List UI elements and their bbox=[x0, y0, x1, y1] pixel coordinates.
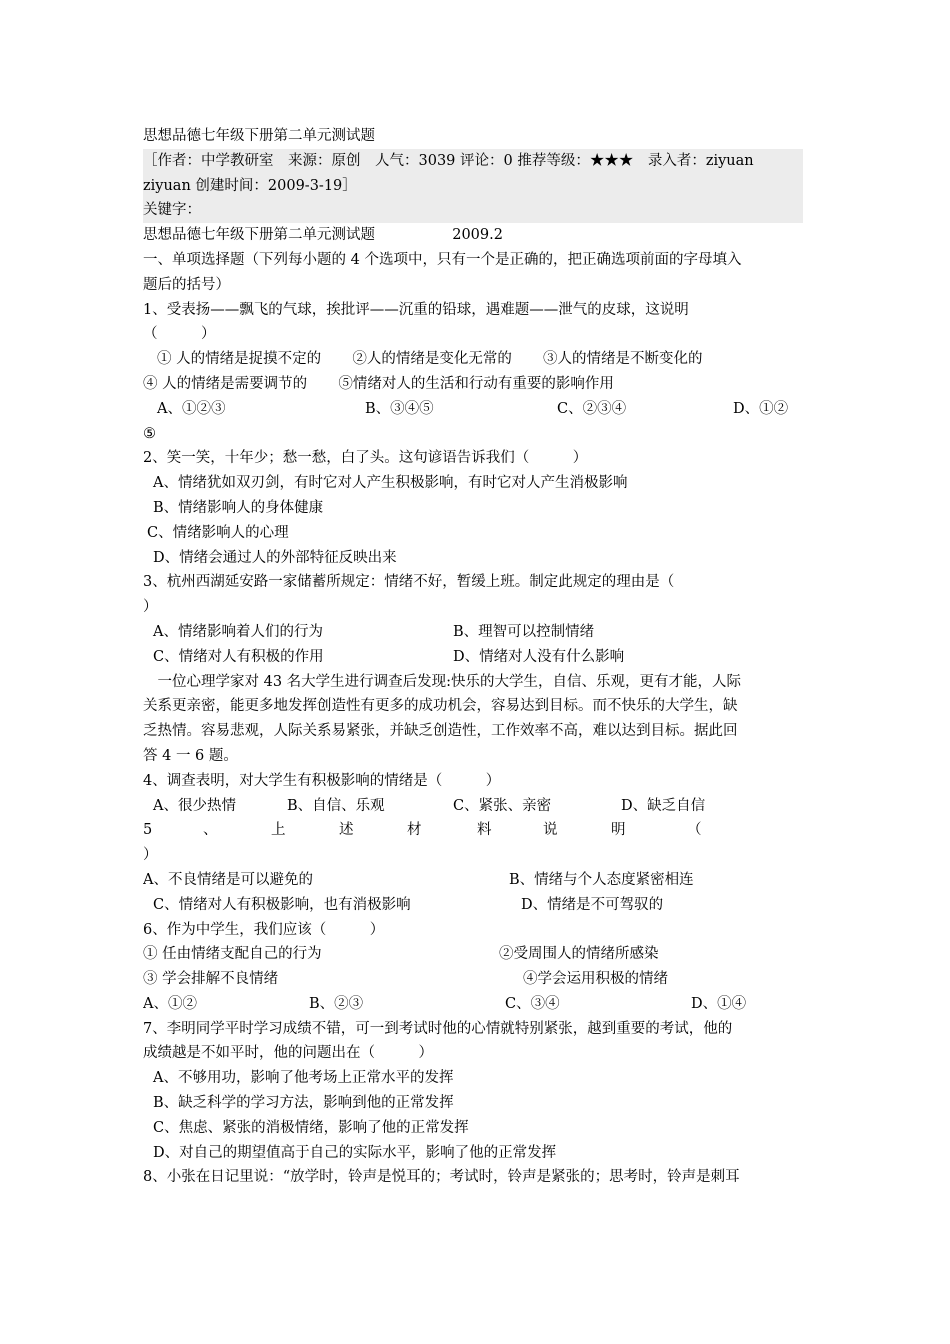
q2-option-a: A、情绪犹如双刃剑，有时它对人产生积极影响，有时它对人产生消极影响 bbox=[153, 475, 628, 492]
material-line-2: 关系更亲密，能更多地发挥创造性有更多的成功机会，容易达到目标。而不快乐的大学生，缺 bbox=[143, 698, 738, 715]
q5-stem-part: 5 bbox=[143, 822, 153, 839]
q5-stem-part: 料 bbox=[477, 822, 492, 839]
q2-option-c: C、情绪影响人的心理 bbox=[147, 524, 289, 541]
doc-date: 2009.2 bbox=[452, 227, 503, 244]
q5-stem-part: 、 bbox=[203, 822, 218, 839]
material-line-4: 答 4 一 6 题。 bbox=[143, 747, 238, 764]
section-1-heading: 一、单项选择题（下列每小题的 4 个选项中，只有一个是正确的，把正确选项前面的字母填入 bbox=[143, 251, 742, 268]
q5-stem-part: 明 bbox=[611, 822, 626, 839]
q5-option-d: D、情绪是不可驾驭的 bbox=[521, 896, 664, 913]
section-1-heading-cont: 题后的括号） bbox=[143, 276, 230, 293]
q5-options-row2 bbox=[143, 893, 803, 918]
q6-option-b: B、②③ bbox=[309, 995, 364, 1012]
q6-statements-row1 bbox=[143, 942, 803, 967]
q3-options-row1 bbox=[143, 620, 803, 645]
q3-options-row2 bbox=[143, 645, 803, 670]
q2-stem: 2、笑一笑，十年少；愁一愁，白了头。这句谚语告诉我们（ ） bbox=[143, 450, 588, 467]
q5-stem bbox=[143, 818, 803, 843]
q5-stem-cont: ） bbox=[143, 847, 158, 864]
q6-stem: 6、作为中学生，我们应该（ ） bbox=[143, 921, 385, 938]
q5-option-a: A、不良情绪是可以避免的 bbox=[143, 871, 313, 888]
q4-option-b: B、自信、乐观 bbox=[287, 797, 385, 814]
header-title: 思想品德七年级下册第二单元测试题 bbox=[143, 128, 375, 144]
q1-statement-3: ③人的情绪是不断变化的 bbox=[543, 351, 703, 368]
q6-statement-2: ②受周围人的情绪所感染 bbox=[499, 946, 659, 963]
q4-stem: 4、调查表明，对大学生有积极影响的情绪是（ ） bbox=[143, 772, 501, 789]
keywords-label: 关键字： bbox=[143, 202, 201, 219]
q7-stem-cont: 成绩越是不如平时，他的问题出在（ ） bbox=[143, 1045, 433, 1062]
q1-option-a: A、①②③ bbox=[157, 400, 226, 417]
q1-option-c: C、②③④ bbox=[557, 400, 627, 417]
q3-stem: 3、杭州西湖延安路一家储蓄所规定：情绪不好，暂缓上班。制定此规定的理由是（ bbox=[143, 574, 675, 591]
q7-stem: 7、李明同学平时学习成绩不错，可一到考试时他的心情就特别紧张，越到重要的考试，他的 bbox=[143, 1020, 733, 1037]
q6-statement-1: ① 任由情绪支配自己的行为 bbox=[143, 946, 322, 963]
q6-option-c: C、③④ bbox=[505, 995, 560, 1012]
q1-statement-4: ④ 人的情绪是需要调节的 bbox=[143, 375, 308, 392]
q5-option-c: C、情绪对人有积极影响，也有消极影响 bbox=[153, 896, 411, 913]
q1-statements-row2 bbox=[143, 372, 803, 397]
q5-options-row1 bbox=[143, 868, 803, 893]
material-line-1: 一位心理学家对 43 名大学生进行调查后发现:快乐的大学生，自信、乐观，更有才能，人际 bbox=[143, 673, 742, 690]
material-line-3: 乏热情。容易悲观，人际关系易紧张，并缺乏创造性，工作效率不高，难以达到目标。据此回 bbox=[143, 723, 738, 740]
q1-statement-1: ① 人的情绪是捉摸不定的 bbox=[157, 351, 322, 368]
q4-option-a: A、很少热情 bbox=[153, 797, 236, 814]
q1-stem: 1、受表扬——飘飞的气球，挨批评——沉重的铅球，遇难题——泄气的皮球，这说明 bbox=[143, 301, 689, 318]
q5-stem-part: （ bbox=[687, 822, 702, 839]
q1-statement-5: ⑤情绪对人的生活和行动有重要的影响作用 bbox=[338, 375, 614, 392]
q5-stem-part: 述 bbox=[339, 822, 354, 839]
q3-stem-cont: ） bbox=[143, 599, 158, 616]
q5-option-b: B、情绪与个人态度紧密相连 bbox=[509, 871, 694, 888]
q1-option-d: D、①② bbox=[733, 400, 789, 417]
q6-options bbox=[143, 992, 803, 1017]
q6-option-a: A、①② bbox=[143, 995, 197, 1012]
q2-option-b: B、情绪影响人的身体健康 bbox=[153, 499, 324, 516]
q3-option-b: B、理智可以控制情绪 bbox=[453, 623, 595, 640]
meta-line-1: ［作者：中学教研室 来源：原创 人气：3039 评论：0 推荐等级：★★★ 录入者：ziyuan bbox=[143, 152, 754, 169]
q1-options bbox=[143, 397, 803, 422]
q1-stem-cont: （ ） bbox=[143, 326, 216, 343]
q1-statements-row1 bbox=[143, 347, 803, 372]
q5-stem-part: 说 bbox=[543, 822, 558, 839]
q7-option-d: D、对自己的期望值高于自己的实际水平，影响了他的正常发挥 bbox=[153, 1144, 557, 1161]
q1-option-d-cont: ⑤ bbox=[143, 425, 156, 442]
q1-option-b: B、③④⑤ bbox=[365, 400, 434, 417]
q6-option-d: D、①④ bbox=[691, 995, 747, 1012]
q7-option-c: C、焦虑、紧张的消极情绪，影响了他的正常发挥 bbox=[153, 1119, 469, 1136]
document-page bbox=[143, 124, 803, 1190]
q4-option-d: D、缺乏自信 bbox=[621, 797, 706, 814]
article-meta-box bbox=[143, 149, 803, 223]
q6-statement-3: ③ 学会排解不良情绪 bbox=[143, 971, 279, 988]
q5-stem-part: 材 bbox=[407, 822, 422, 839]
q7-option-b: B、缺乏科学的学习方法，影响到他的正常发挥 bbox=[153, 1095, 454, 1112]
q2-option-d: D、情绪会通过人的外部特征反映出来 bbox=[153, 549, 397, 566]
q3-option-c: C、情绪对人有积极的作用 bbox=[153, 648, 324, 665]
q4-option-c: C、紧张、亲密 bbox=[453, 797, 552, 814]
q1-statement-2: ②人的情绪是变化无常的 bbox=[352, 351, 512, 368]
doc-title-line bbox=[143, 223, 803, 248]
q3-option-a: A、情绪影响着人们的行为 bbox=[153, 623, 323, 640]
q8-stem: 8、小张在日记里说：“放学时，铃声是悦耳的；考试时，铃声是紧张的；思考时，铃声是刺耳 bbox=[143, 1169, 740, 1186]
q7-option-a: A、不够用功，影响了他考场上正常水平的发挥 bbox=[153, 1070, 454, 1087]
q5-stem-part: 上 bbox=[271, 822, 286, 839]
q6-statement-4: ④学会运用积极的情绪 bbox=[523, 971, 668, 988]
q3-option-d: D、情绪对人没有什么影响 bbox=[453, 648, 625, 665]
q6-statements-row2 bbox=[143, 967, 803, 992]
meta-line-2: ziyuan 创建时间：2009-3-19］ bbox=[143, 177, 357, 194]
q4-options bbox=[143, 794, 803, 819]
doc-title: 思想品德七年级下册第二单元测试题 bbox=[143, 227, 375, 244]
